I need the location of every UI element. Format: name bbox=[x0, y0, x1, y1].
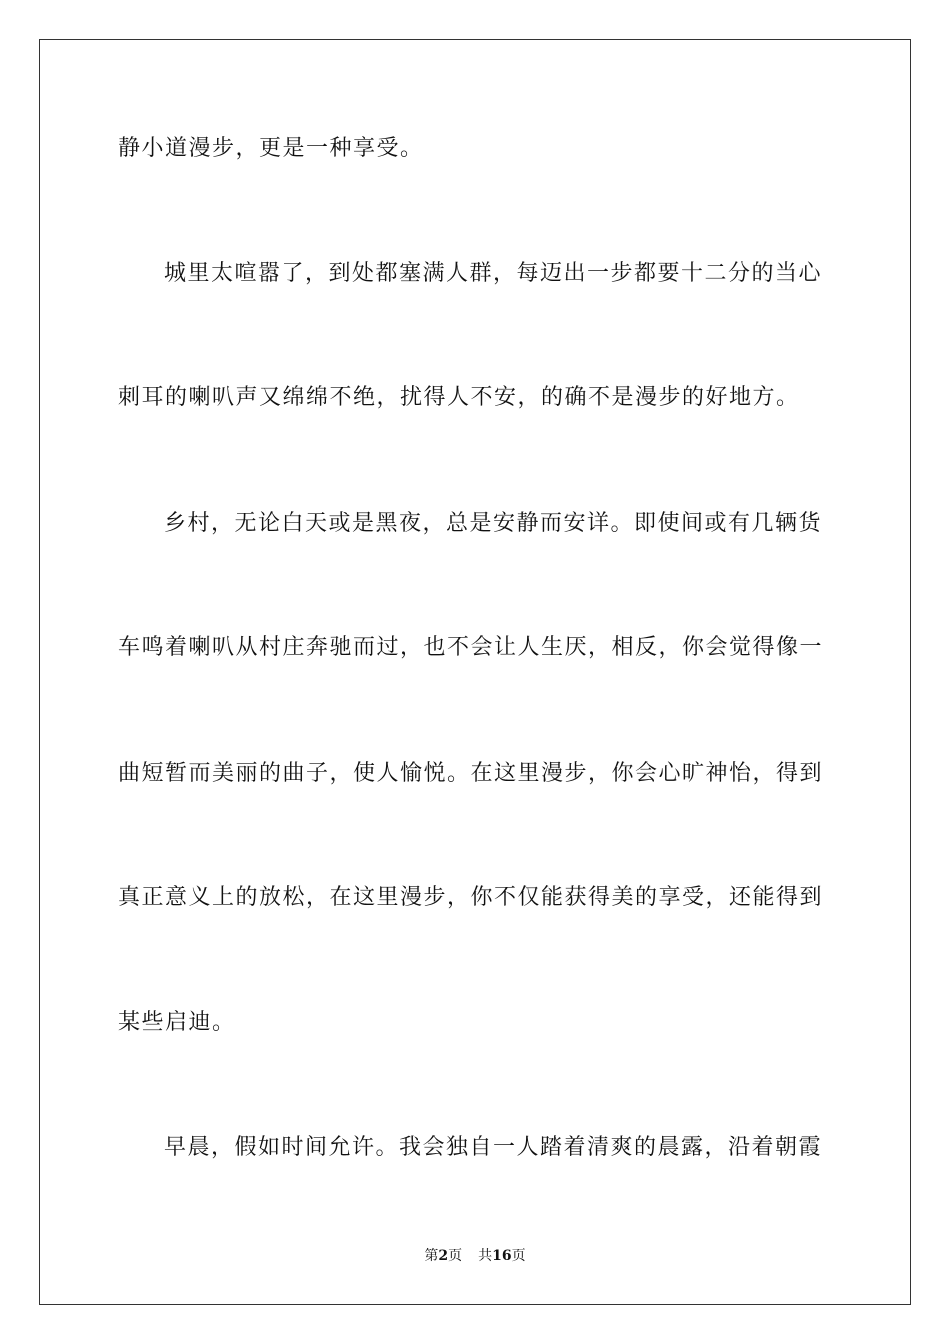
total-pages: 16 bbox=[492, 1248, 512, 1264]
page-border bbox=[39, 39, 911, 1305]
page-number: 2 bbox=[438, 1248, 449, 1264]
text-line: 刺耳的喇叭声又绵绵不绝，扰得人不安，的确不是漫步的好地方。 bbox=[118, 385, 800, 410]
page-footer bbox=[0, 1246, 950, 1266]
total-suffix: 页 bbox=[511, 1248, 526, 1264]
total-prefix: 共 bbox=[478, 1248, 493, 1264]
text-line: 某些启迪。 bbox=[118, 1010, 236, 1035]
page-suffix: 页 bbox=[448, 1248, 463, 1264]
text-line: 车鸣着喇叭从村庄奔驰而过，也不会让人生厌，相反，你会觉得像一 bbox=[118, 635, 824, 660]
text-line: 早晨，假如时间允许。我会独自一人踏着清爽的晨露，沿着朝霞 bbox=[164, 1135, 823, 1160]
text-line: 乡村，无论白天或是黑夜，总是安静而安详。即使间或有几辆货 bbox=[164, 511, 823, 536]
text-line: 真正意义上的放松，在这里漫步，你不仅能获得美的享受，还能得到 bbox=[118, 885, 824, 910]
text-line: 城里太喧嚣了，到处都塞满人群，每迈出一步都要十二分的当心 bbox=[164, 261, 823, 286]
text-line: 曲短暂而美丽的曲子，使人愉悦。在这里漫步，你会心旷神怡，得到 bbox=[118, 761, 824, 786]
page-prefix: 第 bbox=[424, 1248, 439, 1264]
text-line: 静小道漫步，更是一种享受。 bbox=[118, 136, 424, 161]
